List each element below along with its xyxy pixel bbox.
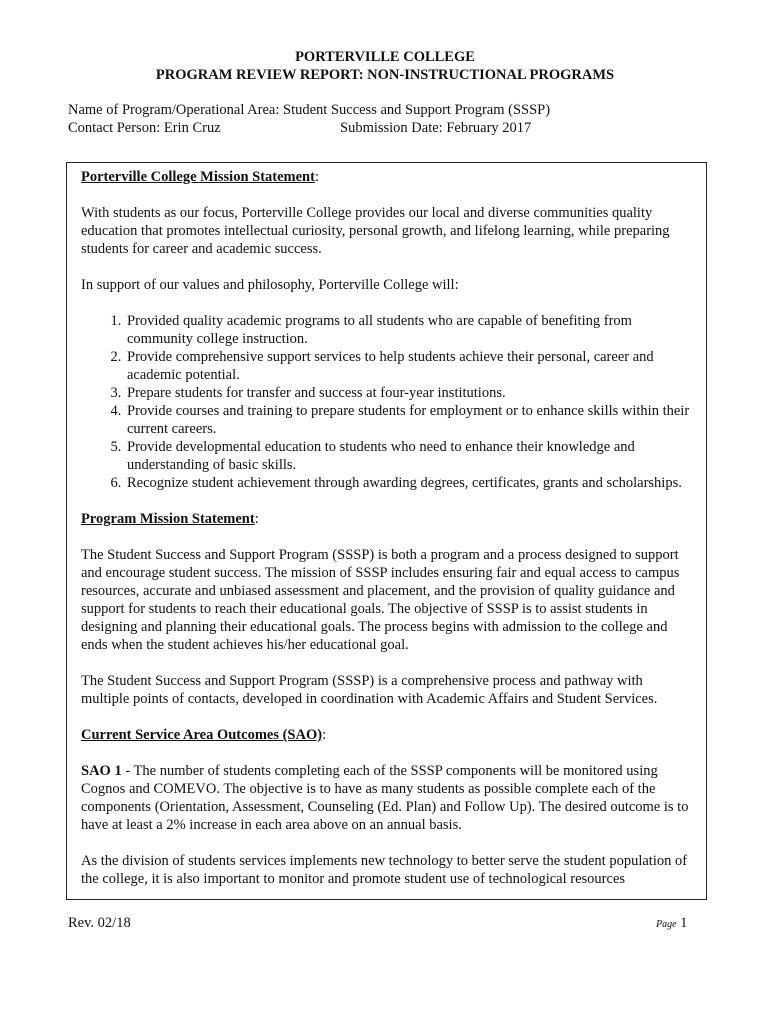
- sao1-label: SAO 1: [81, 763, 122, 779]
- page-indicator: [656, 914, 687, 934]
- college-mission-heading: Porterville College Mission Statement: [81, 169, 315, 185]
- sao1-text: - The number of students completing each of the SSSP components will be monitored using Cognos and COMEVO. The objective is to have as many students as possible complete each of the components (Orientation, Assessment, Counseling (Ed. Plan) and Follow Up). The desired outcome is to have at least a 2% increase in each area above on an annual basis.: [81, 763, 689, 833]
- heading-colon: :: [322, 727, 327, 743]
- page-label: Page: [656, 919, 677, 930]
- program-mission-heading: Program Mission Statement: [81, 511, 255, 527]
- report-title: PROGRAM REVIEW REPORT: NON-INSTRUCTIONAL PROGRAMS: [155, 67, 615, 83]
- college-mission-heading-line: [81, 168, 692, 186]
- heading-colon: :: [314, 169, 319, 185]
- college-mission-para1: With students as our focus, Porterville College provides our local and diverse communities quality education that promotes intellectual curiosity, personal growth, and lifelong learning, while preparing students for career and academic success.: [81, 205, 670, 257]
- submission-date: Submission Date: February 2017: [340, 120, 532, 136]
- list-item: 6. Recognize student achievement through awarding degrees, certificates, grants and scholarships.: [125, 474, 692, 492]
- program-mission-para2: The Student Success and Support Program (SSSP) is a comprehensive process and pathway with multiple points of contacts, developed in coordination with Academic Affairs and Student Services.: [81, 673, 658, 707]
- revision-label: Rev. 02/18: [68, 915, 131, 931]
- contact-person: Contact Person: Erin Cruz: [68, 120, 221, 136]
- program-mission-heading-line: [81, 510, 692, 528]
- college-title: PORTERVILLE COLLEGE: [295, 49, 475, 65]
- heading-colon: :: [254, 511, 259, 527]
- program-name-line: Name of Program/Operational Area: Student Success and Support Program (SSSP): [68, 102, 551, 118]
- list-item: 2. Provide comprehensive support services to help students achieve their personal, career and academic potential.: [125, 348, 692, 384]
- list-item: 1. Provided quality academic programs to all students who are capable of benefiting from community college instruction.: [125, 312, 692, 348]
- sao-heading: Current Service Area Outcomes (SAO): [81, 727, 323, 743]
- college-mission-para2: In support of our values and philosophy, Porterville College will:: [81, 277, 459, 293]
- sao-para2: As the division of students services implements new technology to better serve the student population of the college, it is also important to monitor and promote student use of technological resources: [81, 853, 688, 887]
- list-item: 4. Provide courses and training to prepare students for employment or to enhance skills within their current careers.: [125, 402, 692, 438]
- content-box: [66, 162, 707, 900]
- sao-heading-line: [81, 726, 692, 744]
- list-item: 5. Provide developmental education to students who need to enhance their knowledge and understanding of basic skills.: [125, 438, 692, 474]
- page-number: 1: [680, 915, 688, 931]
- program-mission-para1: The Student Success and Support Program (SSSP) is both a program and a process designed to support and encourage student success. The mission of SSSP includes ensuring fair and equal access to campus resources, accurate and unbiased assessment and placement, and the provision of quality guidance and support for students to reach their educational goals. The objective of SSSP is to assist students in designing and planning their educational goals. The process begins with admission to the college and ends when the student achieves his/her educational goal.: [81, 547, 680, 653]
- college-goals-list: [81, 312, 692, 492]
- sao1-paragraph: [81, 762, 692, 834]
- contact-line: [68, 119, 532, 137]
- list-item: 3. Prepare students for transfer and success at four-year institutions.: [125, 384, 692, 402]
